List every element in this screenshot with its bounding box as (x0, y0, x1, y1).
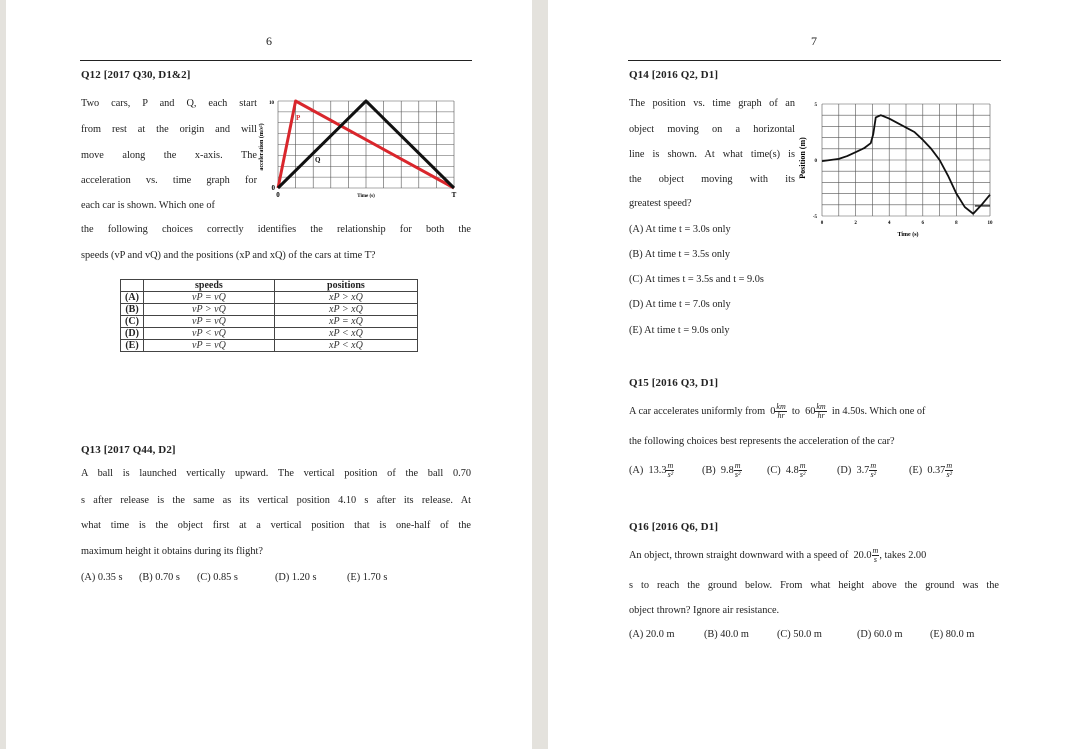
option-c[interactable] (767, 458, 837, 484)
choice-speeds: vP = vQ (144, 292, 275, 304)
choice-positions: xP < xQ (274, 340, 417, 352)
q14-text-line: The position vs. time graph of an (629, 98, 795, 109)
q12-title: Q12 [2017 Q30, D1&2] (81, 69, 191, 81)
choice-speeds: vP = vQ (144, 316, 275, 328)
y-tick-label: 0 (271, 184, 275, 192)
q13-options (81, 565, 471, 591)
header-rule (628, 60, 1001, 61)
option-d[interactable] (837, 458, 909, 484)
option-a[interactable] (629, 458, 702, 484)
option-label: (D) (837, 465, 852, 476)
y-tick-label: 10 (269, 101, 274, 106)
table-row[interactable] (121, 304, 418, 316)
choice-positions: xP = xQ (274, 316, 417, 328)
table-row[interactable] (121, 328, 418, 340)
option-label: (E) (909, 465, 923, 476)
option-c[interactable]: (C) 50.0 m (777, 629, 822, 640)
q14-text-line: greatest speed? (629, 198, 692, 209)
x-axis-label: Time (s) (897, 232, 919, 238)
option-c[interactable]: (C) At times t = 3.5s and t = 9.0s (629, 274, 764, 285)
q15-v1: 60 (805, 406, 816, 417)
y-axis-label: acceleration (m/s²) (259, 123, 265, 171)
y-tick-label: 5 (814, 103, 817, 108)
choice-speeds: vP > vQ (144, 304, 275, 316)
choice-positions: xP > xQ (274, 304, 417, 316)
x-tick-label: 8 (955, 221, 958, 226)
x-axis-label: Time (s) (357, 194, 375, 199)
q16-text-line: object thrown? Ignore air resistance. (629, 605, 780, 616)
q13-text-line: s after release is the same as its vertical position 4.10 s after its release. At (81, 495, 471, 506)
q12-text-line: Two cars, P and Q, each start (81, 98, 257, 109)
option-label: (B) (702, 465, 716, 476)
option-a[interactable]: (A) At time t = 3.0s only (629, 224, 731, 235)
unit-fraction: $\frac{m}{\text{s²}}$ (946, 461, 953, 480)
option-a[interactable]: (A) 20.0 m (629, 629, 675, 640)
q15-text-line (629, 399, 1009, 425)
option-b[interactable]: (B) 40.0 m (704, 629, 749, 640)
x-tick-label: 6 (921, 221, 925, 226)
q14-text-line: the object moving with its (629, 174, 795, 185)
unit-fraction: $\frac{km}{hr}$ (776, 402, 786, 421)
q15-v0: 0 (770, 406, 776, 417)
option-a[interactable]: (A) 0.35 s (81, 572, 123, 583)
option-e[interactable] (909, 458, 969, 484)
q12-text-line: move along the x-axis. The (81, 150, 257, 161)
q16-text-line (629, 543, 1019, 569)
q15-to: to (791, 406, 800, 417)
position-time-chart (796, 96, 1011, 241)
q16-text: , takes 2.00 (879, 550, 927, 561)
y-axis-label: Position (m) (798, 137, 807, 179)
q14-text-line: object moving on a horizontal (629, 124, 795, 135)
option-value: 4.8 (785, 465, 799, 476)
unit-fraction: $\frac{m}{\text{s²}}$ (667, 461, 674, 480)
option-value: 13.3 (648, 465, 667, 476)
unit-fraction: $\frac{km}{hr}$ (816, 402, 826, 421)
q13-text-line: what time is the object first at a vertical position that is one-half of the (81, 520, 471, 531)
page-number: 6 (266, 34, 272, 48)
q14-text-line: line is shown. At what time(s) is (629, 149, 795, 160)
unit-fraction: $\frac{m}{\text{s²}}$ (734, 461, 741, 480)
option-e[interactable]: (E) At time t = 9.0s only (629, 325, 730, 336)
page-number: 7 (811, 34, 817, 48)
choice-speeds: vP < vQ (144, 328, 275, 340)
option-e[interactable]: (E) 80.0 m (930, 629, 975, 640)
table-row[interactable] (121, 316, 418, 328)
option-d[interactable]: (D) 60.0 m (857, 629, 903, 640)
q16-title: Q16 [2016 Q6, D1] (629, 521, 719, 533)
q16-speed: 20.0 (853, 550, 872, 561)
q16-options (629, 622, 1029, 648)
choice-label: (A) (121, 292, 144, 304)
x-tick-label: 2 (854, 221, 857, 226)
option-d[interactable]: (D) At time t = 7.0s only (629, 299, 731, 310)
option-value: 0.37 (927, 465, 946, 476)
header-rule (80, 60, 472, 61)
y-tick-label: 0 (814, 159, 817, 164)
table-header-row (121, 280, 418, 292)
choice-positions: xP < xQ (274, 328, 417, 340)
x-tick-label: T (451, 191, 457, 199)
q12-text-line: each car is shown. Which one of (81, 200, 215, 211)
q12-text-line: from rest at the origin and will (81, 124, 257, 135)
x-tick-label: 0 (820, 221, 824, 226)
q15-text-line: the following choices best represents the acceleration of the car? (629, 436, 895, 447)
q16-text: An object, thrown straight downward with a speed of (629, 550, 849, 561)
page-6 (6, 0, 532, 749)
x-tick-label: 0 (276, 191, 280, 199)
q14-title: Q14 [2016 Q2, D1] (629, 69, 719, 81)
choice-label: (D) (121, 328, 144, 340)
table-header (121, 280, 144, 292)
acceleration-time-chart (251, 92, 466, 207)
q13-title: Q13 [2017 Q44, D2] (81, 444, 176, 456)
x-tick-label: 4 (887, 221, 891, 226)
table-header: positions (274, 280, 417, 292)
option-b[interactable] (702, 458, 767, 484)
option-e[interactable]: (E) 1.70 s (347, 572, 388, 583)
option-value: 9.8 (720, 465, 734, 476)
option-label: (C) (767, 465, 781, 476)
option-d[interactable]: (D) 1.20 s (275, 572, 317, 583)
q15-title: Q15 [2016 Q3, D1] (629, 377, 719, 389)
option-label: (A) (629, 465, 644, 476)
table-header: speeds (144, 280, 275, 292)
unit-fraction: $\frac{m}{s}$ (872, 546, 879, 565)
choice-label: (E) (121, 340, 144, 352)
table-row[interactable] (121, 292, 418, 304)
series-label-p: P (296, 114, 301, 122)
q16-text-line: s to reach the ground below. From what height above the ground was the (629, 580, 999, 591)
option-value: 3.7 (856, 465, 870, 476)
q12-text-line: acceleration vs. time graph for (81, 175, 257, 186)
q15-options (629, 458, 1029, 484)
choice-positions: xP > xQ (274, 292, 417, 304)
choice-label: (C) (121, 316, 144, 328)
option-b[interactable]: (B) At time t = 3.5s only (629, 249, 731, 260)
unit-fraction: $\frac{m}{\text{s²}}$ (870, 461, 877, 480)
q13-text-line: maximum height it obtains during its flight? (81, 546, 263, 557)
q12-choices-table (120, 279, 418, 352)
x-tick-label: 10 (987, 221, 993, 226)
choice-speeds: vP = vQ (144, 340, 275, 352)
q12-text-line: speeds (vP and vQ) and the positions (xP and xQ) of the cars at time T? (81, 250, 376, 261)
y-tick-label: -5 (812, 215, 817, 220)
q12-text-line: the following choices correctly identifies the relationship for both the (81, 224, 471, 235)
series-label-q: Q (315, 156, 321, 164)
option-c[interactable]: (C) 0.85 s (197, 572, 238, 583)
table-row[interactable] (121, 340, 418, 352)
chart-grid (822, 104, 990, 216)
option-b[interactable]: (B) 0.70 s (139, 572, 180, 583)
q13-text-line: A ball is launched vertically upward. The vertical position of the ball 0.70 (81, 468, 471, 479)
page-7 (548, 0, 1080, 749)
q15-text: in 4.50s. Which one of (831, 406, 926, 417)
q15-text: A car accelerates uniformly from (629, 406, 766, 417)
unit-fraction: $\frac{m}{\text{s²}}$ (799, 461, 806, 480)
choice-label: (B) (121, 304, 144, 316)
